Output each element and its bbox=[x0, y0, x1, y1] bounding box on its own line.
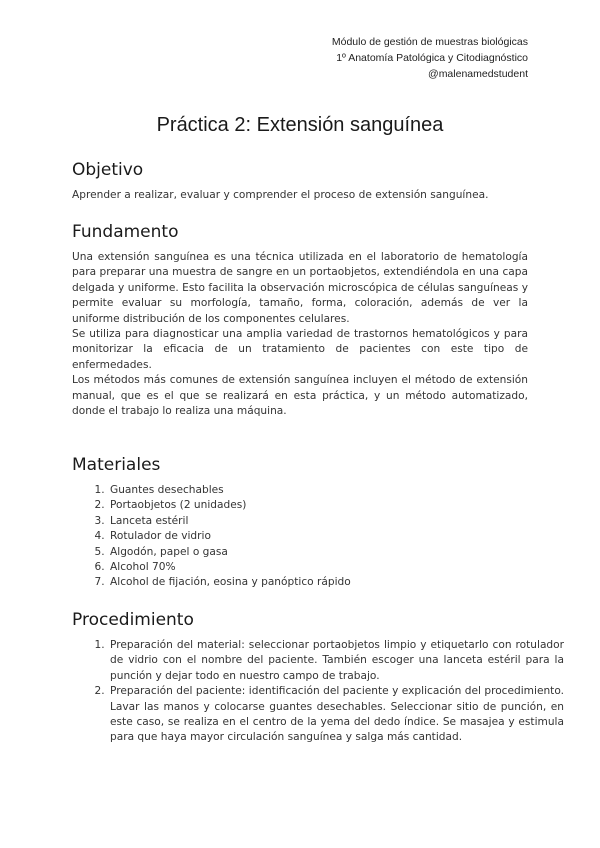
section-heading-procedimiento: Procedimiento bbox=[72, 610, 194, 630]
header-module: Módulo de gestión de muestras biológicas bbox=[331, 36, 528, 48]
materiales-list bbox=[72, 483, 564, 591]
procedimiento-list bbox=[72, 638, 564, 746]
list-item: 2. Portaobjetos (2 unidades) bbox=[108, 498, 564, 513]
list-item: 5. Algodón, papel o gasa bbox=[108, 545, 564, 560]
list-item: 1. Guantes desechables bbox=[108, 483, 564, 498]
list-item: 4. Rotulador de vidrio bbox=[108, 529, 564, 544]
fundamento-text bbox=[72, 250, 528, 419]
fundamento-paragraph-2: Se utiliza para diagnosticar una amplia variedad de trastornos hematológicos y para monitorizar la eficacia de un tratamiento de pacientes con este tipo de enfermedades. bbox=[72, 328, 528, 371]
section-heading-fundamento: Fundamento bbox=[72, 222, 179, 242]
list-item: 2. Preparación del paciente: identificación del paciente y explicación del procedimiento. Lavar las manos y colocarse guantes desechables. Seleccionar sitio de punción, en este caso, se realiza en el centro de la yema del dedo índice. Se masajea y estimula para que haya mayor circulación sanguínea y salga más cantidad. bbox=[108, 684, 564, 746]
header-course: 1º Anatomía Patológica y Citodiagnóstico bbox=[336, 52, 528, 64]
list-item: 3. Lanceta estéril bbox=[108, 514, 564, 529]
fundamento-paragraph-3: Los métodos más comunes de extensión sanguínea incluyen el método de extensión manual, que es el que se realizará en esta práctica, y un método automatizado, donde el trabajo lo realiza una máquina. bbox=[72, 374, 528, 418]
section-heading-materiales: Materiales bbox=[72, 455, 161, 475]
fundamento-paragraph-1: Una extensión sanguínea es una técnica utilizada en el laboratorio de hematología para preparar una muestra de sangre en un portaobjetos, extendiéndola en una capa delgada y uniforme. Esto facilita la observación microscópica de células sanguíneas y permite evaluar su morfología, tamaño, forma, coloración, además de ver la uniforme distribución de los componentes celulares. bbox=[72, 251, 528, 325]
page-title: Práctica 2: Extensión sanguínea bbox=[156, 114, 444, 136]
objetivo-paragraph: Aprender a realizar, evaluar y comprender el proceso de extensión sanguínea. bbox=[72, 189, 489, 201]
objetivo-text bbox=[72, 188, 528, 203]
list-item: 1. Preparación del material: seleccionar portaobjetos limpio y etiquetarlo con rotulador de vidrio con el nombre del paciente. También escoger una lanceta estéril para la punción y dejar todo en nuestro campo de trabajo. bbox=[108, 638, 564, 684]
list-item: 7. Alcohol de fijación, eosina y panóptico rápido bbox=[108, 575, 564, 590]
document-header bbox=[332, 34, 528, 82]
list-item: 6. Alcohol 70% bbox=[108, 560, 564, 575]
section-heading-objetivo: Objetivo bbox=[72, 160, 144, 180]
header-author-handle: @malenamedstudent bbox=[428, 68, 528, 80]
